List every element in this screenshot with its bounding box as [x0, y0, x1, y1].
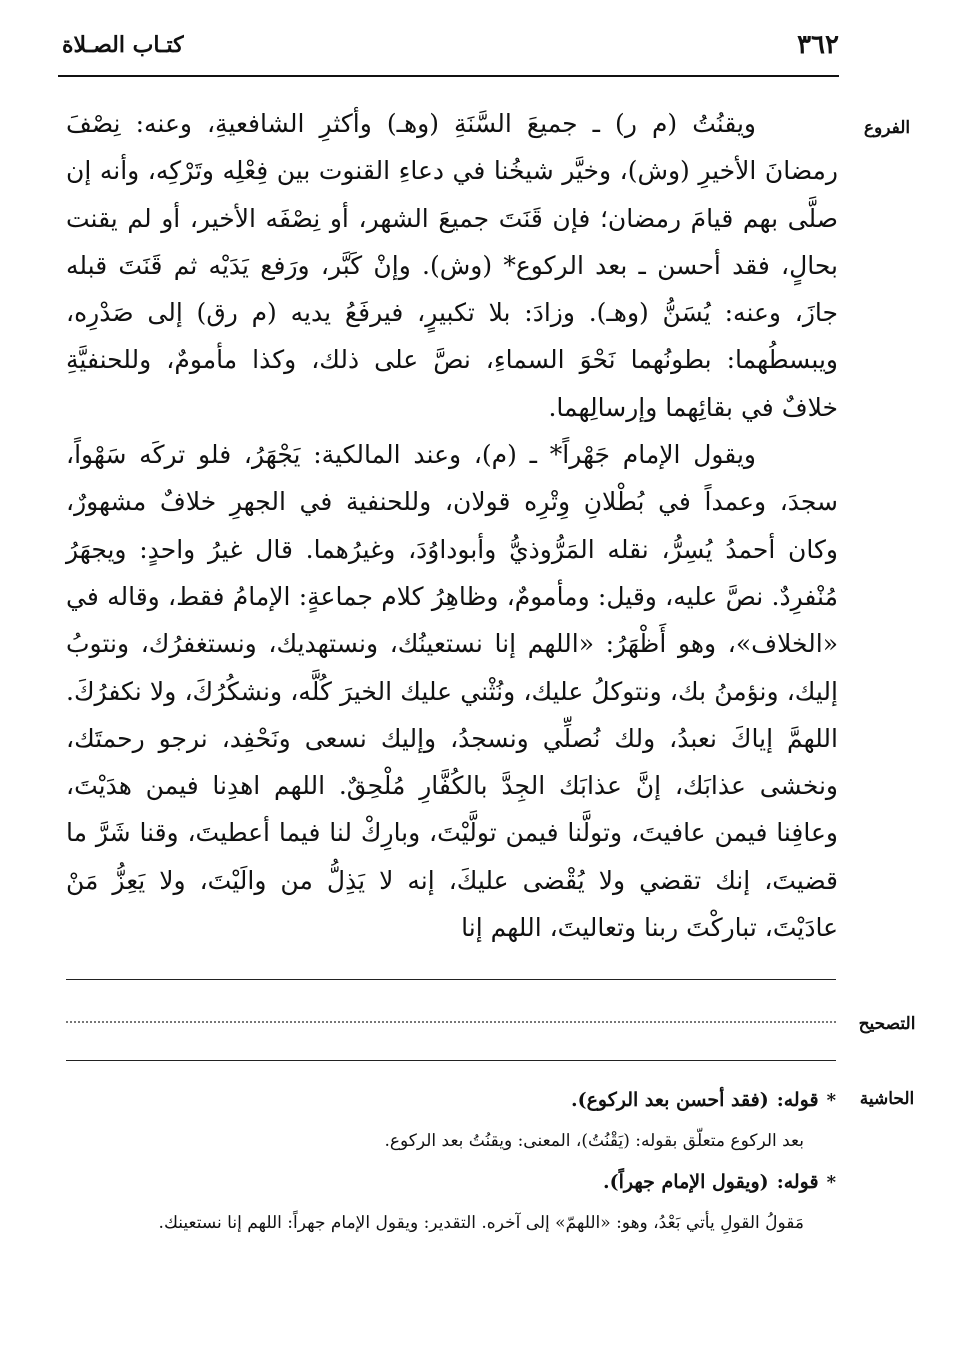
page-number: ٣٦٢ [797, 30, 839, 60]
tashih-top-rule [66, 979, 836, 980]
qawluhu-label: قوله: [776, 1171, 819, 1193]
main-paragraph-1: ويقنُتُ (م ر) ـ جميعَ السَّنَةِ (وهـ) وأكثرِ الشافعيةِ، وعنه: نِصْفَ رمضانَ الأخيرِ (وش)، وخيَّر شيخُنا في دعاءِ القنوت بين فِعْلِه وتَرْكِه، وأنه إن صلَّى بهم قيامَ رمضان؛ فإن قَنَتَ جميعَ الشهر، أو نِصْفَه الأخير، أو لم يقنت بحالٍ، فقد أحسن ـ بعد الركوع* (وش). وإنْ كَبَّر، ورَفع يَدَيْه ثم قَنَتَ قبله جازَ، وعنه: يُسَنُّ (وهـ). وزادَ: بلا تكبيرٍ، فيرفَعُ يديه (م رق) إلى صَدْرِه، ويبسطُهما: بطونُهما نَحْوَ السماءِ، نصَّ على ذلك، وكذا مأمومٌ، وللحنفيَّةِ خلافٌ في بقائِهما وإرسالِهما. [66, 109, 838, 422]
main-paragraph-2: ويقول الإمام جَهْراً* ـ (م)، وعند المالكية: يَجْهَرُ، فلو تركَه سَهْواً، سجدَ، وعمداً في بُطْلانِ وِتْرِه قولان، وللحنفية في الجهرِ خلافٌ مشهورٌ، وكان أحمدُ يُسِرُّ، نقله المَرُّوذيُّ وأبوداوُدَ، وغيرُهما. قال غيرُ واحدٍ: ويجهَرُ مُنْفرِدٌ. نصَّ عليه، وقيل: ومأمومٌ، وظاهِرُ كلام جماعةٍ: الإمامُ فقط، وقاله في «الخلاف»، وهو أَظْهَرُ: «اللهم إنا نستعينُك، ونستهديك، ونستغفرُك، ونتوبُ إليك، ونؤمنُ بك، ونتوكلُ عليك، ونُثْني عليك الخيرَ كُلَّه، ونشكُرُكَ، ولا نكفرُكَ. اللهمَّ إياكَ نعبدُ، ولك نُصلِّي ونسجدُ، وإليك نسعى ونَحْفِد، نرجو رحمتَك، ونخشى عذابَك، إنَّ عذابَك الجِدَّ بالكُفَّارِ مُلْحِقٌ. اللهم اهدِنا فيمن هدَيْتَ، وعافِنا فيمن عافيتَ، وتولَّنا فيمن تولَّيْتَ، وبارِكْ لنا فيما أعطيتَ، وقنا شَرَّ ما قضيتَ، إنك تقضي ولا يُقْضى عليكَ، إنه لا يَذِلُّ من والَيْتَ، ولا يَعِزُّ مَنْ عادَيْتَ، تباركْتَ ربنا وتعاليتَ، اللهم إنا [66, 440, 839, 943]
main-text [66, 100, 838, 951]
hashiya-section [60, 1080, 836, 1244]
asterisk-icon: * [826, 1172, 836, 1193]
margin-label-hashiya: الحاشية [859, 1089, 915, 1109]
hashiya-note-1-heading [60, 1080, 836, 1120]
qawluhu-label: قوله: [776, 1089, 819, 1111]
margin-label-furu: الفروع [863, 118, 911, 138]
asterisk-icon: * [826, 1090, 836, 1111]
margin-label-tashih: التصحيح [858, 1014, 916, 1034]
hashiya-note-2-heading [60, 1162, 836, 1202]
hashiya-note-1-quote: (فقد أحسن بعد الركوع). [570, 1089, 769, 1111]
hashiya-note-2-body: مَقولُ القولِ يأتي بَعْدُ، وهو: «اللهمّ» إلى آخره. التقدير: ويقول الإمام جهراً: اللهم إنا نستعينك. [158, 1213, 804, 1233]
hashiya-note-2-quote: (ويقول الإمام جهراً). [603, 1171, 769, 1193]
tashih-dotted-line [66, 1021, 836, 1023]
hashiya-note-1-body: بعد الركوع متعلّق بقوله: (يَقْنُتُ)، المعنى: ويقنُتُ بعد الركوع. [384, 1131, 804, 1151]
header-rule [58, 75, 839, 77]
running-title: كتـاب الصـلاة [62, 32, 184, 58]
tashih-bottom-rule [66, 1060, 836, 1061]
